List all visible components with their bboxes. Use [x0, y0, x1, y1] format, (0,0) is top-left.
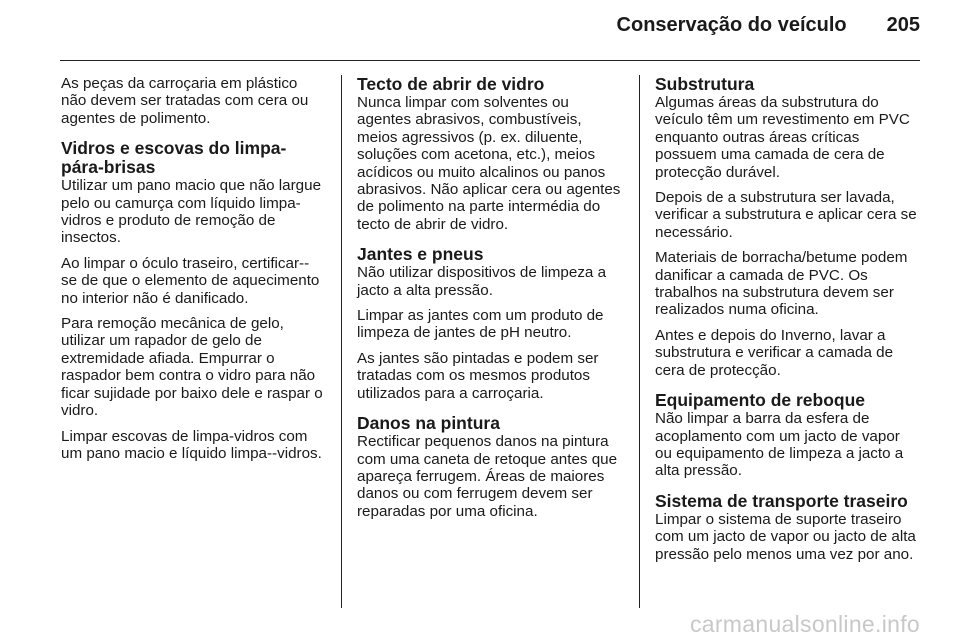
header-rule — [60, 60, 920, 61]
paragraph: Algumas áreas da substrutura do veículo têm um revestimento em PVC enquanto outras áreas críticas possuem uma camada de cera de protecção durável. — [655, 94, 910, 181]
paragraph: Não limpar a barra da esfera de acoplamento com um jacto de vapor ou equipamento de limpeza a jacto a alta pressão. — [655, 410, 904, 480]
paragraph: Depois de a substrutura ser lavada, verificar a substrutura e aplicar cera se necessário. — [655, 189, 917, 241]
column-1 — [61, 75, 325, 470]
heading-vidros: Vidros e escovas do limpa-pára-brisas — [61, 138, 287, 178]
paragraph: Ao limpar o óculo traseiro, certificar--se de que o elemento de aquecimento no interior não é danificado. — [61, 254, 320, 307]
paragraph: Utilizar um pano macio que não largue pelo ou camurça com líquido limpa-vidros e produto de remoção de insectos. — [61, 177, 322, 247]
paragraph: Nunca limpar com solventes ou agentes abrasivos, combustíveis, meios agressivos (p. ex. diluente, soluções com acetona, etc.), meios acídicos ou muito alcalinos ou panos abrasivos. Não aplicar cera ou agentes de polimento na parte intermédia do tecto de abrir de vidro. — [357, 94, 621, 233]
heading-jantes: Jantes e pneus — [357, 244, 484, 265]
column-divider — [639, 75, 640, 608]
paragraph: Limpar as jantes com um produto de limpeza de jantes de pH neutro. — [357, 307, 604, 342]
paragraph: Não utilizar dispositivos de limpeza a jacto a alta pressão. — [357, 264, 607, 299]
watermark: carmanualsonline.info — [689, 611, 920, 637]
page-header — [60, 14, 920, 48]
paragraph: As jantes são pintadas e podem ser tratadas com os mesmos produtos utilizados para a carroçaria. — [357, 349, 599, 402]
paragraph: Materiais de borracha/betume podem danificar a camada de PVC. Os trabalhos na substrutura devem ser realizados numa oficina. — [655, 249, 908, 319]
heading-transporte: Sistema de transporte traseiro — [655, 490, 908, 511]
section-title: Conservação do veículo — [616, 14, 847, 36]
paragraph: Rectificar pequenos danos na pintura com uma caneta de retoque antes que apareça ferrugem. Áreas de maiores danos ou com ferrugem devem ser reparadas por uma oficina. — [357, 433, 618, 520]
paragraph: Antes e depois do Inverno, lavar a substrutura e verificar a camada de cera de protecção. — [655, 326, 894, 379]
column-divider — [341, 75, 342, 608]
heading-danos: Danos na pintura — [357, 413, 500, 434]
paragraph: Para remoção mecânica de gelo, utilizar um rapador de gelo de extremidade afiada. Empurrar o raspador bem contra o vidro para não ficar sujidade por baixo dele e raspar o vidro. — [61, 315, 323, 420]
heading-substrutura: Substrutura — [655, 74, 755, 94]
heading-tecto: Tecto de abrir de vidro — [357, 74, 545, 94]
page-number: 205 — [886, 14, 920, 36]
column-3 — [655, 75, 919, 571]
column-2 — [357, 75, 621, 528]
intro-paragraph: As peças da carroçaria em plástico não devem ser tratadas com cera ou agentes de polimento. — [61, 75, 309, 127]
paragraph: Limpar escovas de limpa-vidros com um pano macio e líquido limpa--vidros. — [61, 427, 322, 462]
paragraph: Limpar o sistema de suporte traseiro com um jacto de vapor ou jacto de alta pressão pelo menos uma vez por ano. — [655, 510, 916, 563]
heading-reboque: Equipamento de reboque — [655, 390, 866, 411]
